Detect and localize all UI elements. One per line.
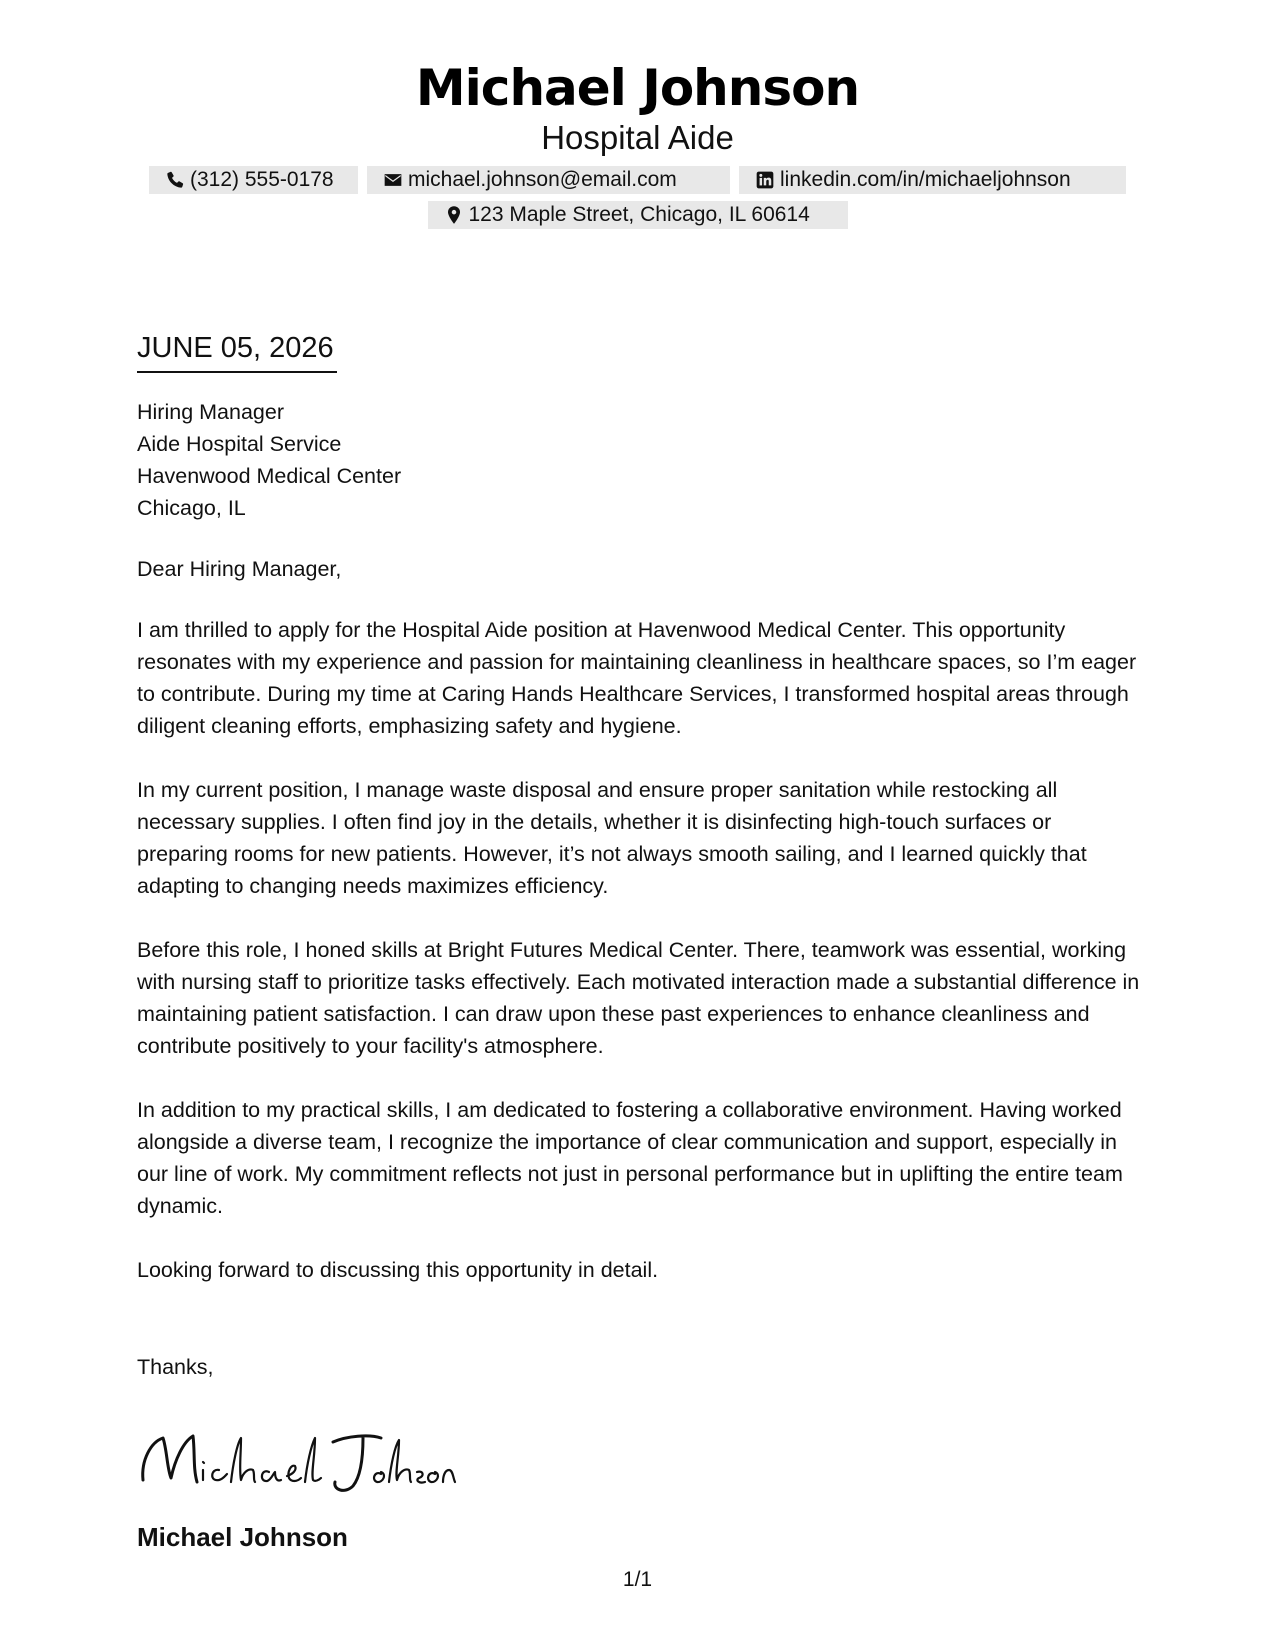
recipient-line: Havenwood Medical Center	[137, 464, 402, 488]
body-paragraph: Looking forward to discussing this opportunity in detail.	[137, 1258, 659, 1282]
contact-phone	[149, 166, 358, 194]
linkedin-icon	[755, 170, 775, 190]
contact-row	[0, 166, 1275, 194]
page-number: 1/1	[622, 1568, 653, 1591]
body-paragraph: In addition to my practical skills, I am dedicated to fostering a collaborative environment. Having worked alongside a diverse team, I recognize the importance of clear communication and support, especially in our line of work. My commitment reflects not just in personal performance but in uplifting the entire team dynamic.	[137, 1098, 1123, 1218]
date-underline	[137, 371, 337, 373]
email-text: michael.johnson@email.com	[408, 168, 677, 191]
address-text: 123 Maple Street, Chicago, IL 60614	[468, 203, 810, 226]
recipient-block	[137, 396, 401, 524]
body-paragraph: Before this role, I honed skills at Bright Futures Medical Center. There, teamwork was essential, working with nursing staff to prioritize tasks effectively. Each motivated interaction made a substantial difference in maintaining patient satisfaction. I can draw upon these past experiences to enhance cleanliness and contribute positively to your facility's atmosphere.	[137, 938, 1140, 1058]
contact-linkedin	[739, 166, 1126, 194]
contact-row	[0, 201, 1275, 229]
contact-email	[367, 166, 730, 194]
letter-date: JUNE 05, 2026	[137, 332, 334, 364]
body-paragraph: I am thrilled to apply for the Hospital Aide position at Havenwood Medical Center. This opportunity resonates with my experience and passion for maintaining cleanliness in healthcare spaces, so I’m eager to contribute. During my time at Caring Hands Healthcare Services, I transformed hospital areas through diligent cleaning efforts, emphasizing safety and hygiene.	[137, 618, 1137, 738]
applicant-name: Michael Johnson	[415, 59, 860, 117]
map-pin-icon	[444, 205, 464, 225]
envelope-icon	[383, 170, 403, 190]
signer-name: Michael Johnson	[137, 1522, 348, 1552]
letter-body	[137, 553, 1147, 1318]
salutation: Dear Hiring Manager,	[137, 557, 342, 581]
closing: Thanks,	[137, 1355, 214, 1379]
recipient-line: Aide Hospital Service	[137, 432, 342, 456]
recipient-line: Hiring Manager	[137, 400, 284, 424]
linkedin-text: linkedin.com/in/michaeljohnson	[780, 168, 1071, 191]
body-paragraph: In my current position, I manage waste disposal and ensure proper sanitation while restocking all necessary supplies. I often find joy in the details, whether it is disinfecting high-touch surfaces or preparing rooms for new patients. However, it’s not always smooth sailing, and I learned quickly that adapting to changing needs maximizes efficiency.	[137, 778, 1087, 898]
recipient-line: Chicago, IL	[137, 496, 246, 520]
applicant-job-title: Hospital Aide	[541, 119, 734, 156]
phone-icon	[165, 170, 185, 190]
phone-text: (312) 555-0178	[190, 168, 334, 191]
contact-address	[428, 201, 848, 229]
handwritten-signature	[137, 1420, 457, 1500]
